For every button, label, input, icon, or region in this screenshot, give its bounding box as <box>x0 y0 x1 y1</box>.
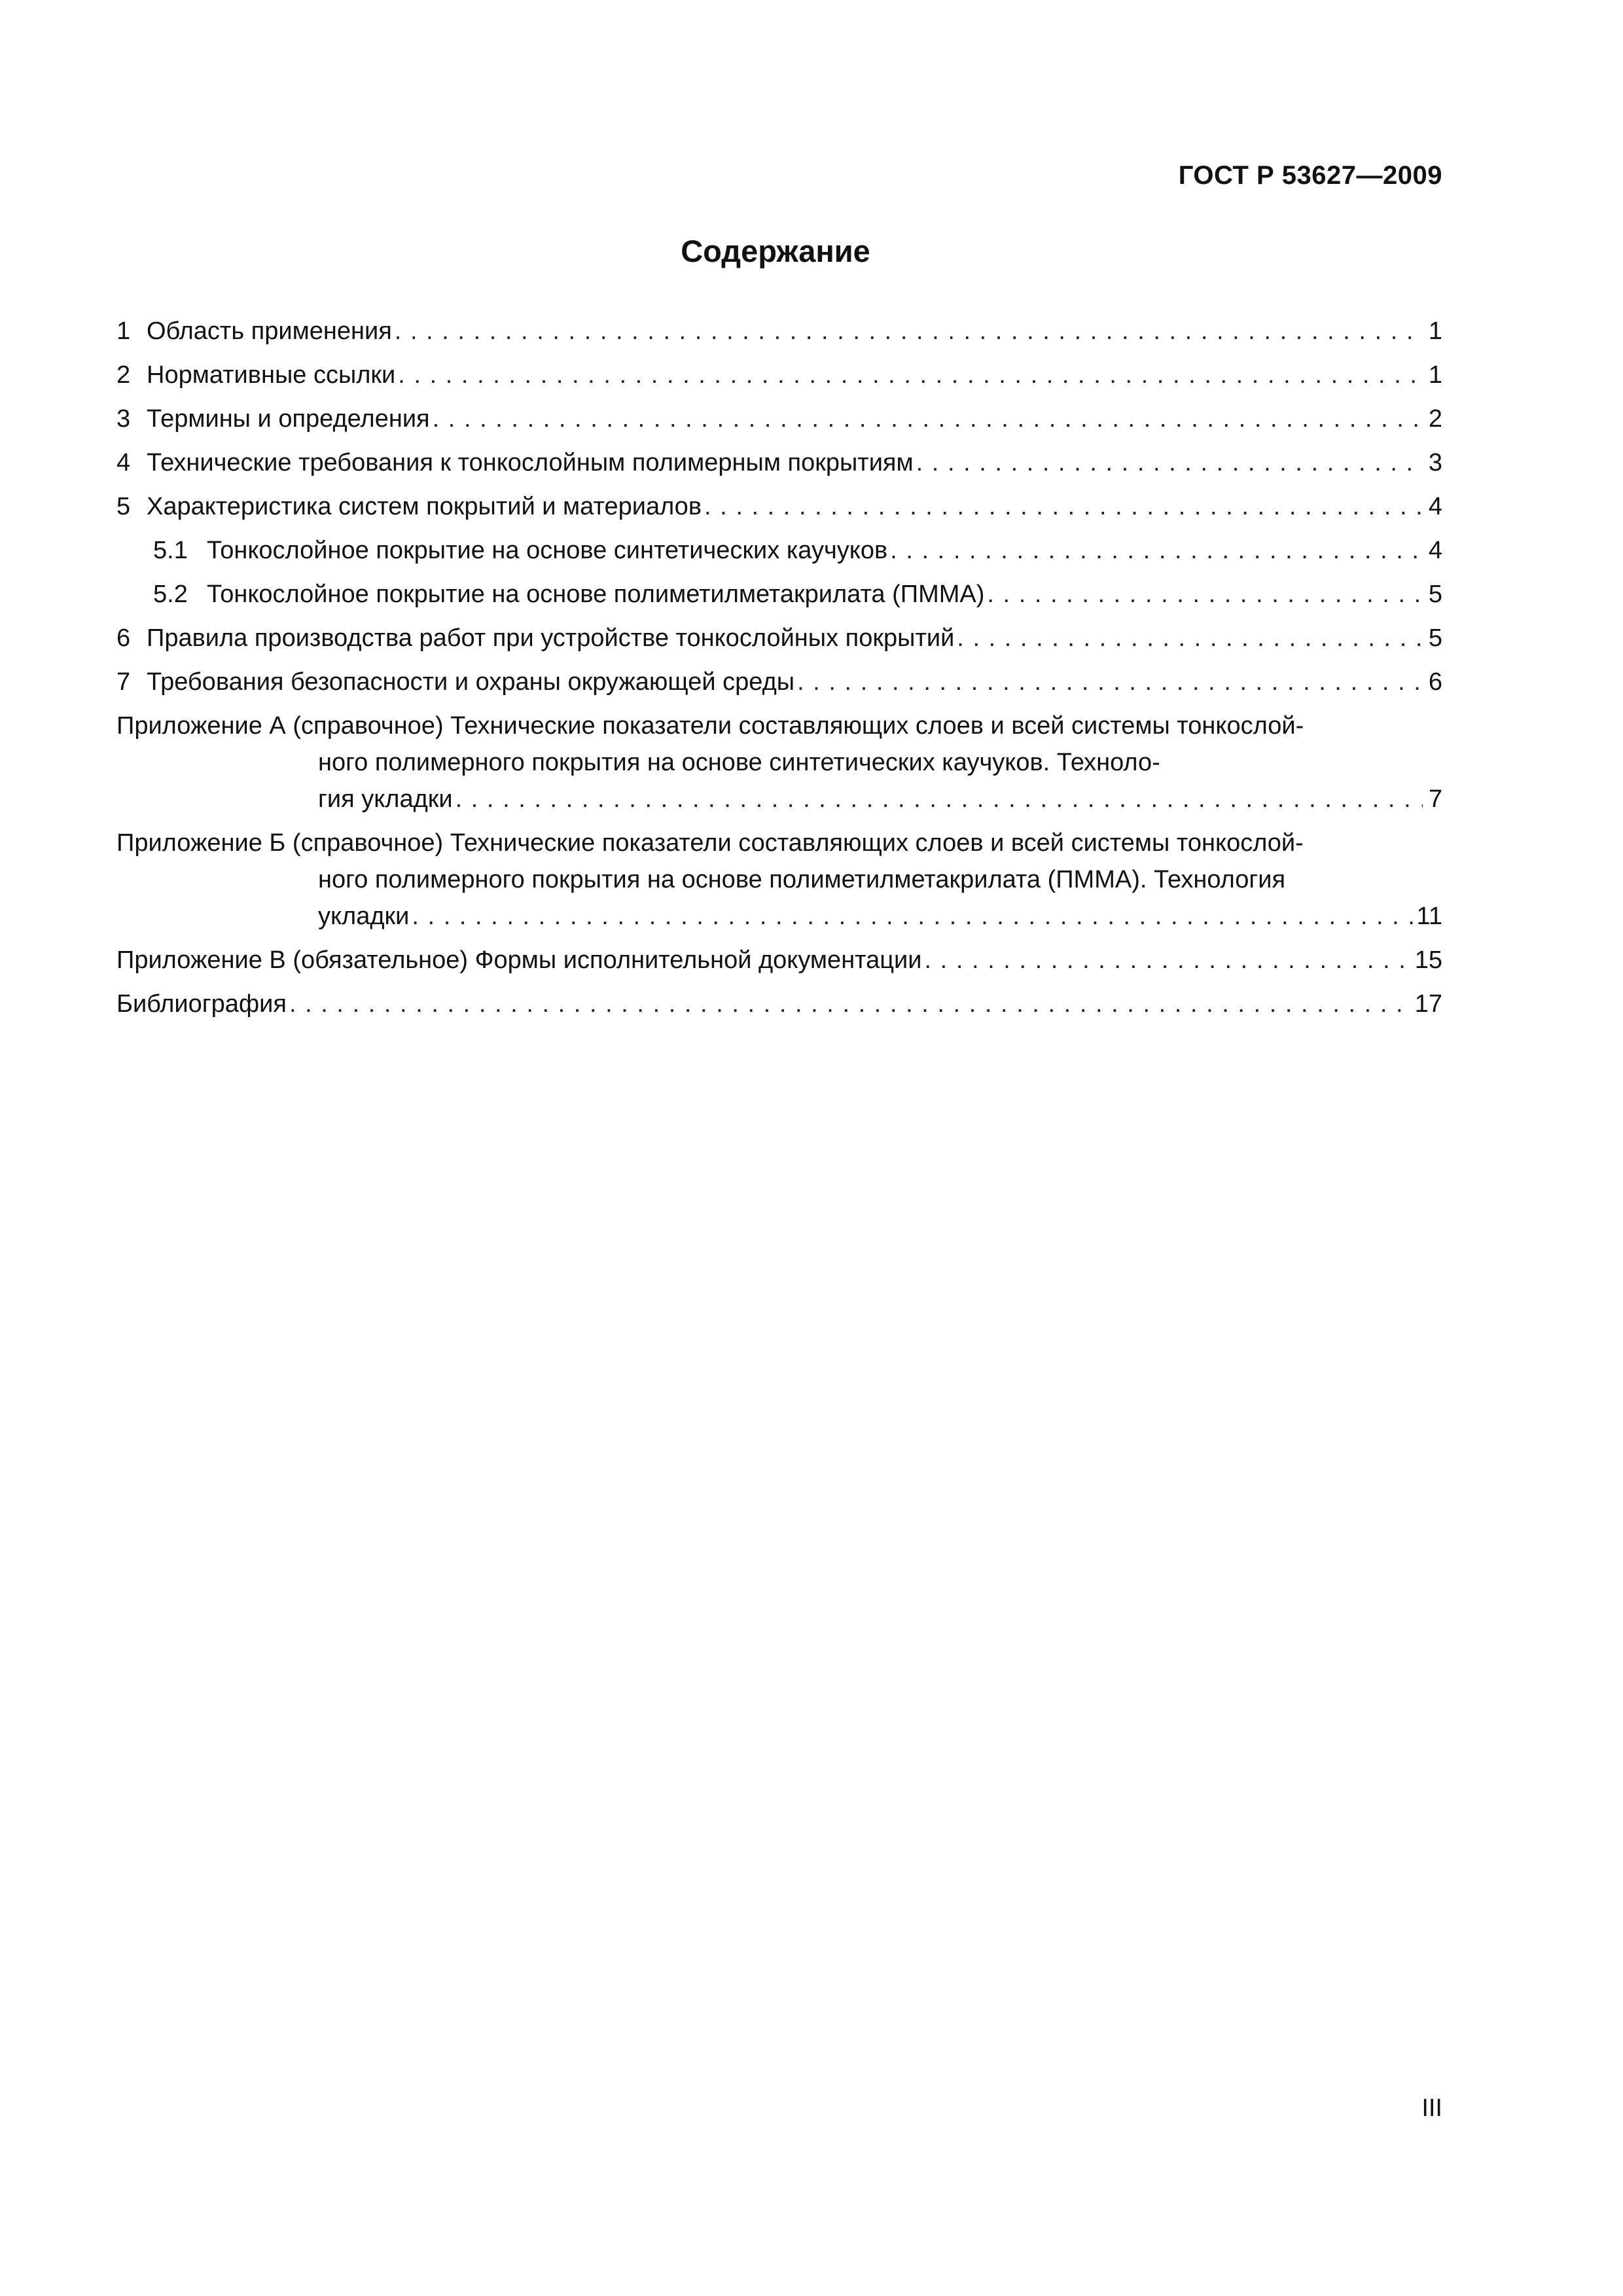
page-number: III <box>1421 2094 1442 2122</box>
toc-appendix-title-line: Приложение А (справочное) Технические показатели составляющих слоев и всей системы тонкослой- <box>116 712 1304 740</box>
toc-bibliography[interactable] <box>116 986 1442 1030</box>
dot-leader <box>916 444 1423 481</box>
toc-entry-number: 4 <box>116 449 131 476</box>
dot-leader <box>797 664 1423 700</box>
dot-leader <box>704 488 1423 525</box>
toc-entry-title: Требования безопасности и охраны окружающей среды <box>147 668 795 696</box>
toc-appendix-a[interactable] <box>116 708 1442 817</box>
toc-entry-page: 5 <box>1428 581 1442 608</box>
dot-leader <box>987 576 1423 613</box>
toc-entry-title: Технические требования к тонкослойным полимерным покрытиям <box>147 449 914 476</box>
toc-appendix-title-line: Приложение В (обязательное) Формы исполнительной документации <box>116 946 922 974</box>
toc-entry-page: 4 <box>1428 537 1442 564</box>
toc-entry-7[interactable] <box>116 664 1442 708</box>
toc-entry-page: 1 <box>1428 317 1442 345</box>
dot-leader <box>925 942 1411 978</box>
toc-entry-title: Тонкослойное покрытие на основе полиметилметакрилата (ПММА) <box>207 581 985 608</box>
dot-leader <box>289 986 1411 1022</box>
dot-leader <box>398 357 1423 393</box>
toc-entry-title: Тонкослойное покрытие на основе синтетических каучуков <box>207 537 888 564</box>
toc-appendix-title-line: гия укладки <box>318 785 453 813</box>
document-code-header: ГОСТ Р 53627—2009 <box>1178 161 1442 190</box>
toc-entry-number: 6 <box>116 624 131 652</box>
dot-leader <box>957 620 1423 656</box>
toc-appendix-v[interactable] <box>116 942 1442 986</box>
toc-entry-page: 3 <box>1428 449 1442 476</box>
toc-entry-page: 6 <box>1428 668 1442 696</box>
toc-entry-5-2[interactable] <box>116 576 1442 620</box>
toc-entry-number: 3 <box>116 405 131 433</box>
toc-appendix-title-line: Приложение Б (справочное) Технические показатели составляющих слоев и всей системы тонкослой- <box>116 829 1304 857</box>
dot-leader <box>412 898 1412 935</box>
toc-bibliography-title: Библиография <box>116 990 287 1018</box>
toc-entry-page: 1 <box>1428 361 1442 389</box>
table-of-contents <box>116 313 1442 1030</box>
toc-entry-title: Характеристика систем покрытий и материалов <box>147 493 702 520</box>
toc-appendix-b[interactable] <box>116 825 1442 935</box>
toc-entry-title: Область применения <box>147 317 392 345</box>
toc-appendix-title-line: ного полимерного покрытия на основе синтетических каучуков. Техноло- <box>318 749 1160 776</box>
toc-entry-page: 11 <box>1416 903 1442 930</box>
dot-leader <box>890 532 1423 569</box>
toc-entry-4[interactable] <box>116 444 1442 488</box>
toc-entry-page: 2 <box>1428 405 1442 433</box>
toc-entry-1[interactable] <box>116 313 1442 357</box>
toc-appendix-title-line: укладки <box>318 903 410 930</box>
toc-entry-page: 4 <box>1428 493 1442 520</box>
toc-entry-number: 5 <box>116 493 131 520</box>
toc-appendix-title-line: ного полимерного покрытия на основе полиметилметакрилата (ПММА). Технология <box>318 866 1286 893</box>
toc-entry-number: 2 <box>116 361 131 389</box>
toc-entry-title: Правила производства работ при устройстве тонкослойных покрытий <box>147 624 955 652</box>
toc-entry-number: 7 <box>116 668 131 696</box>
toc-entry-number: 1 <box>116 317 131 345</box>
toc-entry-page: 5 <box>1428 624 1442 652</box>
toc-entry-3[interactable] <box>116 401 1442 444</box>
toc-title: Содержание <box>681 234 870 268</box>
toc-entry-number: 5.1 <box>153 537 188 564</box>
dot-leader <box>433 401 1423 437</box>
toc-entry-2[interactable] <box>116 357 1442 401</box>
toc-entry-5[interactable] <box>116 488 1442 532</box>
toc-entry-5-1[interactable] <box>116 532 1442 576</box>
toc-entry-number: 5.2 <box>153 581 188 608</box>
toc-entry-page: 7 <box>1428 785 1442 813</box>
toc-entry-page: 17 <box>1414 990 1442 1018</box>
dot-leader <box>455 781 1423 817</box>
toc-entry-page: 15 <box>1414 946 1442 974</box>
toc-entry-6[interactable] <box>116 620 1442 664</box>
toc-entry-title: Термины и определения <box>147 405 430 433</box>
toc-entry-title: Нормативные ссылки <box>147 361 396 389</box>
dot-leader <box>395 313 1423 350</box>
